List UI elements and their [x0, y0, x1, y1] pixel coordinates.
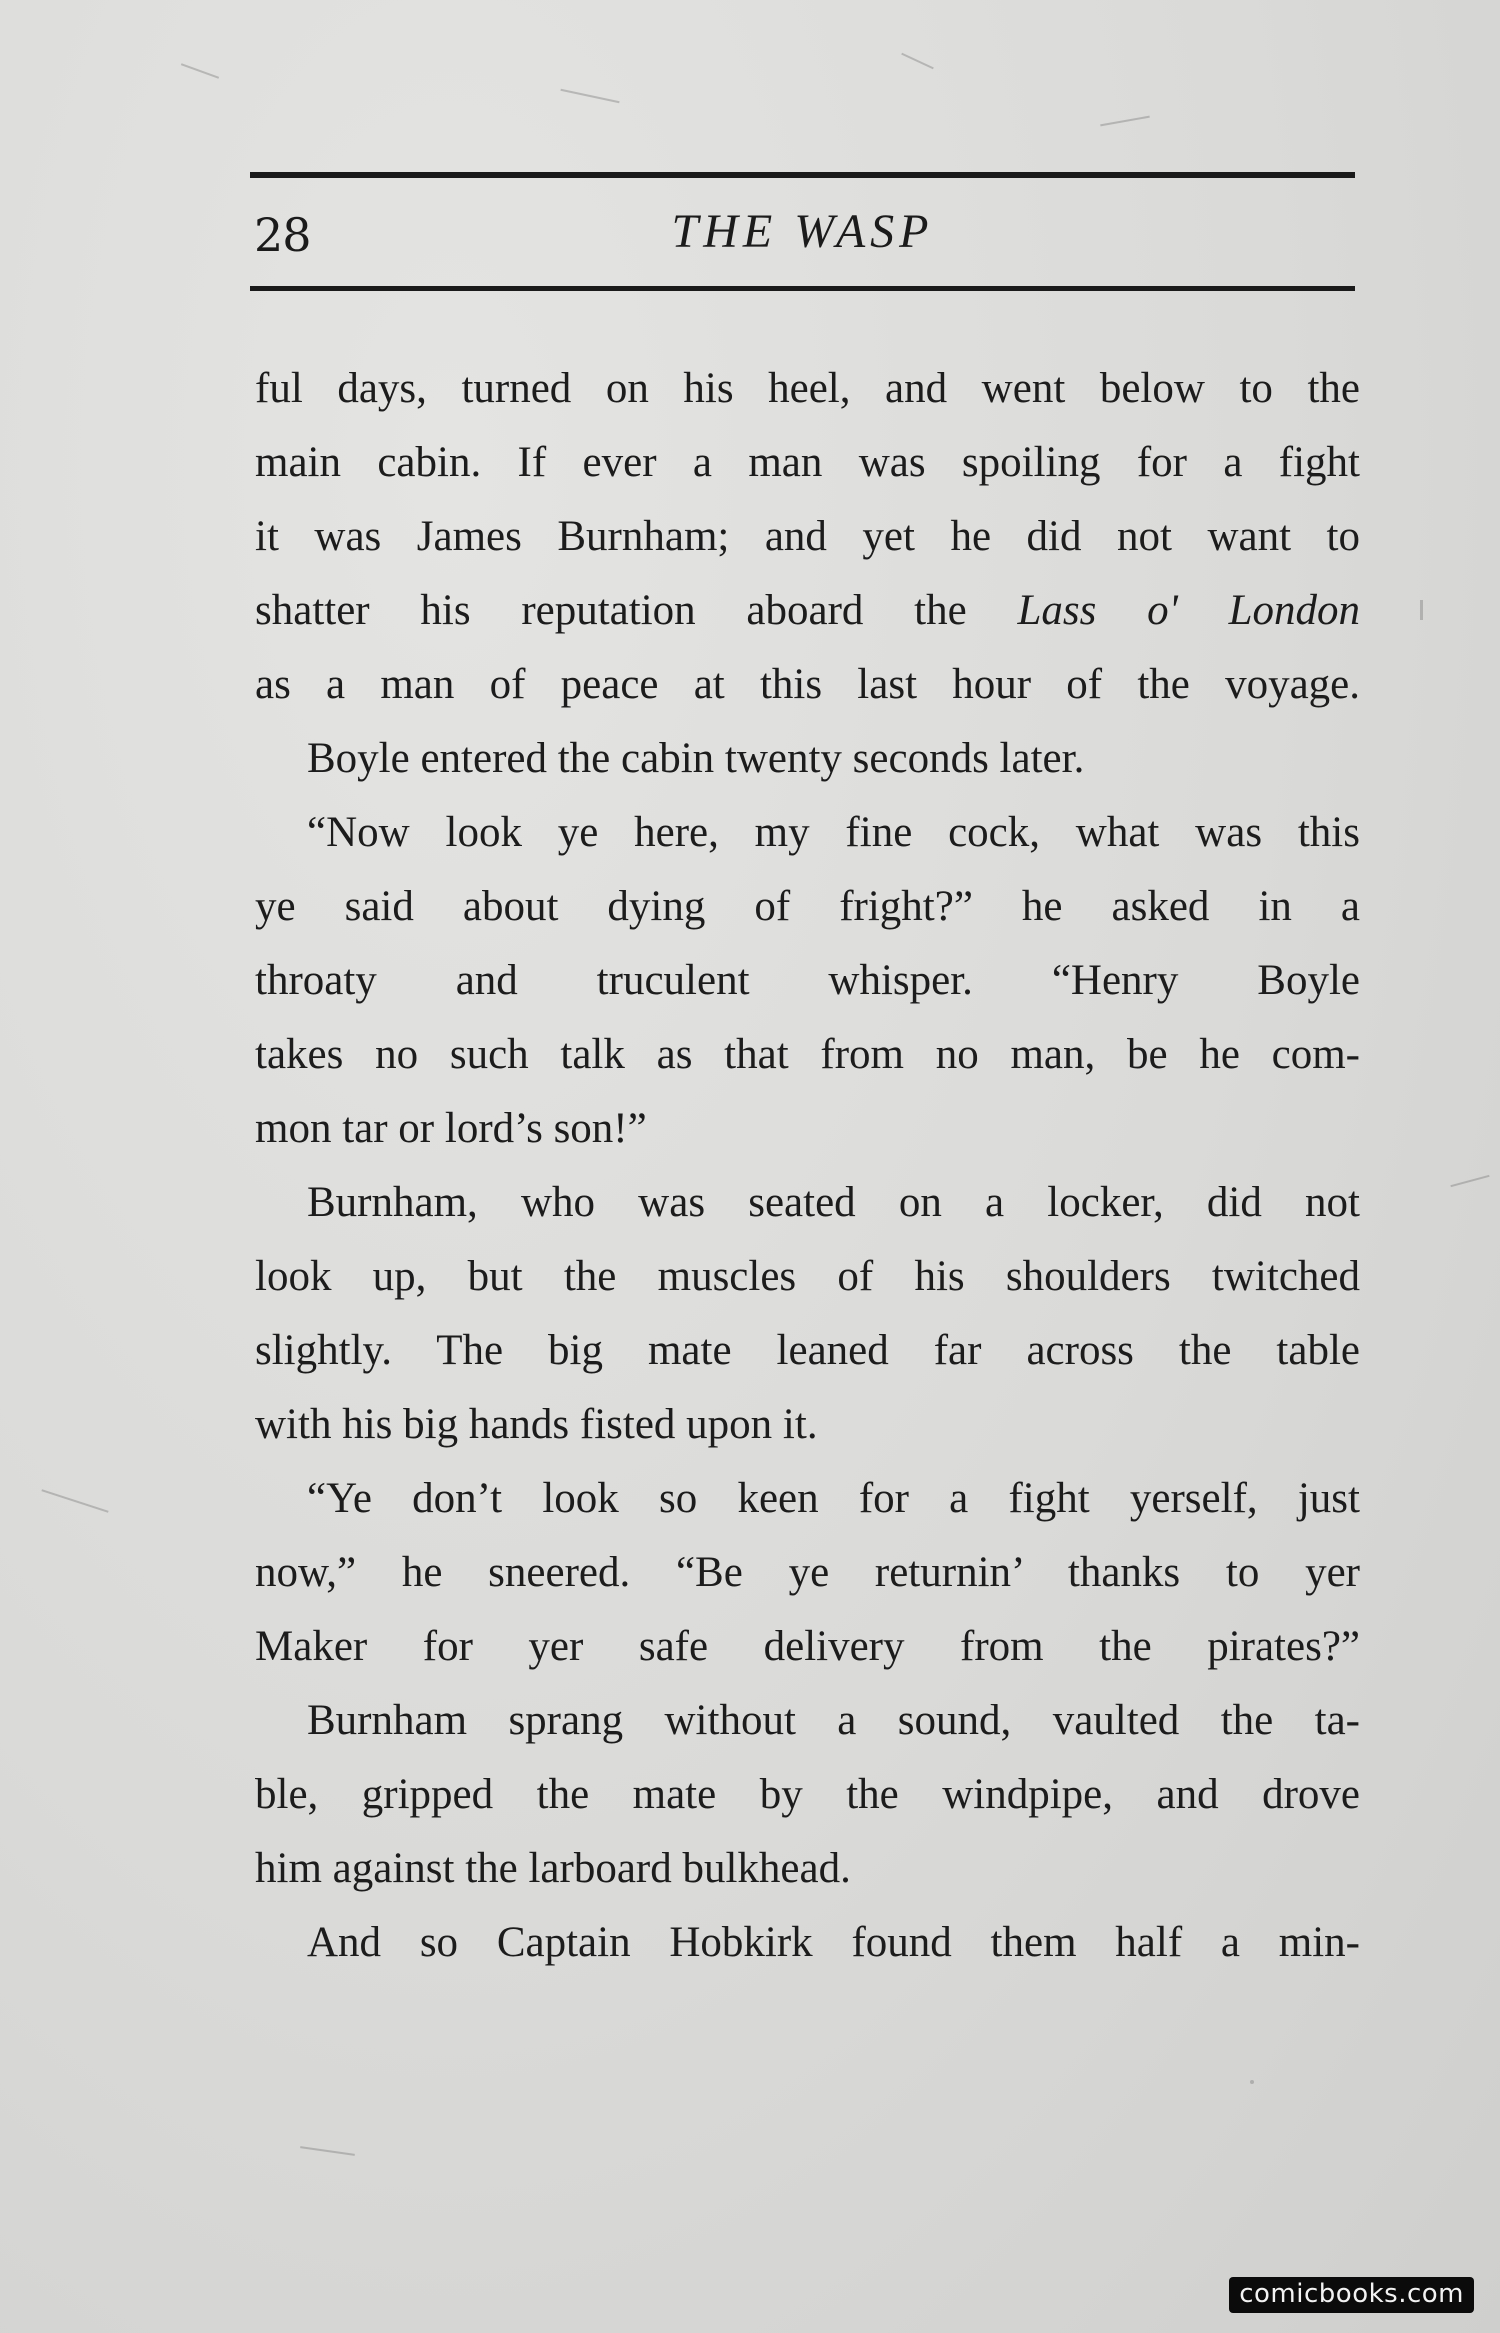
text-line: throaty and truculent whisper. “Henry Boyle	[255, 957, 1360, 1004]
text-line: “Ye don’t look so keen for a fight yerself, just	[307, 1475, 1360, 1522]
text-line: And so Captain Hobkirk found them half a min-	[307, 1919, 1360, 1966]
text-line: ble, gripped the mate by the windpipe, and drove	[255, 1771, 1360, 1818]
text-line: with his big hands fisted upon it.	[255, 1401, 818, 1448]
book-title: THE WASP	[671, 205, 934, 258]
text-line: Burnham, who was seated on a locker, did not	[307, 1179, 1360, 1226]
text-line: ye said about dying of fright?” he asked in a	[255, 883, 1360, 930]
text-line: main cabin. If ever a man was spoiling for a fight	[255, 439, 1360, 486]
text-line: now,” he sneered. “Be ye returnin’ thanks to yer	[255, 1549, 1360, 1596]
header-rule-top	[250, 172, 1355, 178]
text-line: Maker for yer safe delivery from the pirates?”	[255, 1623, 1360, 1670]
text-line: Boyle entered the cabin twenty seconds later.	[307, 735, 1085, 782]
text-line: Burnham sprang without a sound, vaulted the ta-	[307, 1697, 1360, 1744]
header-rule-bottom	[250, 286, 1355, 291]
ship-name: Lass o' London	[1017, 587, 1360, 634]
text-line: it was James Burnham; and yet he did not want to	[255, 513, 1360, 560]
running-head	[250, 200, 1355, 270]
text-line: shatter his reputation aboard the Lass o' London	[255, 587, 1360, 634]
text-line: him against the larboard bulkhead.	[255, 1845, 851, 1892]
body-text	[255, 352, 1360, 1980]
text-line: ful days, turned on his heel, and went below to the	[255, 365, 1360, 412]
watermark-badge: comicbooks.com	[1229, 2277, 1474, 2313]
text-line: mon tar or lord’s son!”	[255, 1105, 647, 1152]
text-line: slightly. The big mate leaned far across the table	[255, 1327, 1360, 1374]
text-line: look up, but the muscles of his shoulders twitched	[255, 1253, 1360, 1300]
page-number: 28	[254, 208, 311, 262]
text-line: “Now look ye here, my fine cock, what was this	[307, 809, 1360, 856]
text-line: as a man of peace at this last hour of the voyage.	[255, 661, 1360, 708]
text-line: takes no such talk as that from no man, be he com-	[255, 1031, 1360, 1078]
